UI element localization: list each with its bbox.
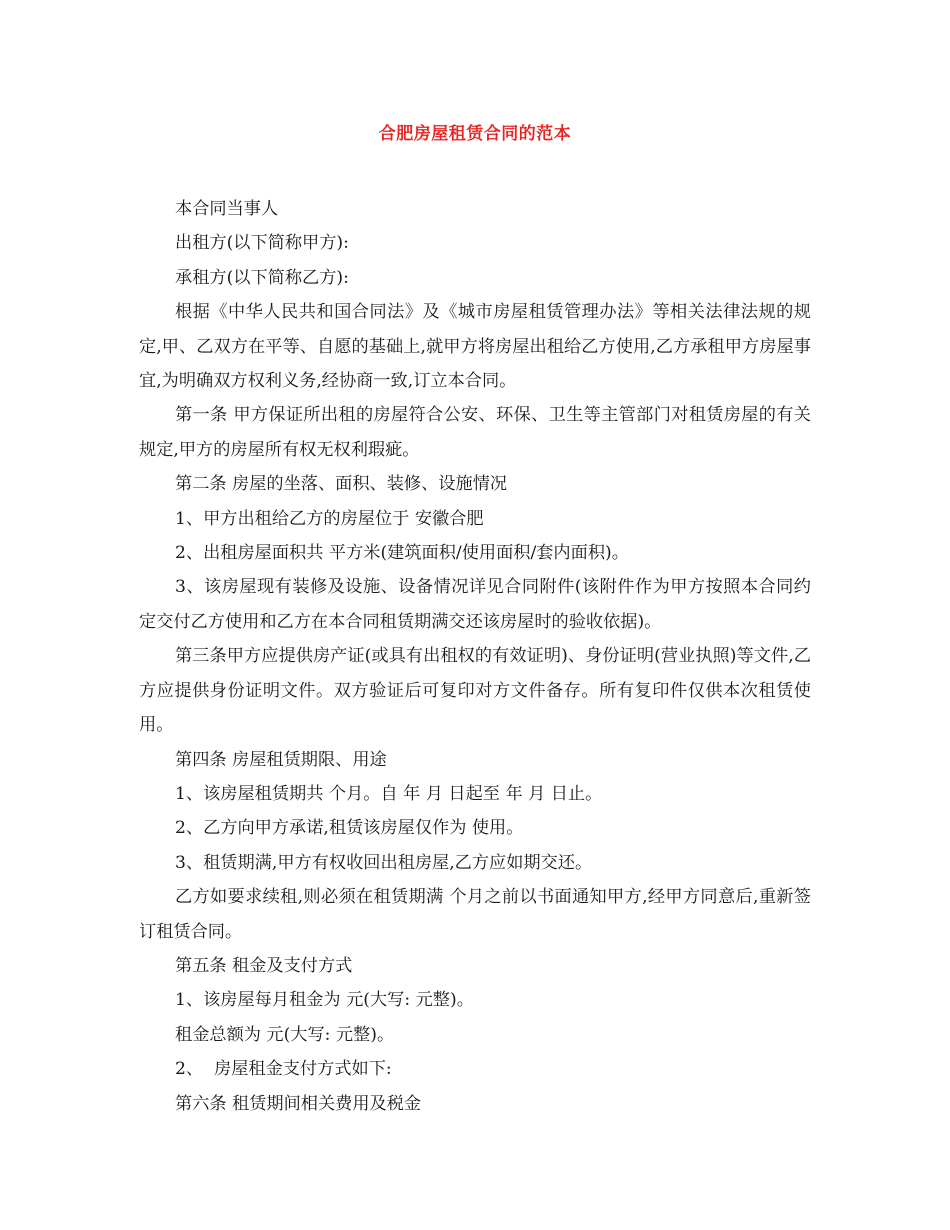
paragraph-article-5-heading: 第五条 租金及支付方式 xyxy=(175,955,353,976)
paragraph-article-6-heading: 第六条 租赁期间相关费用及税金 xyxy=(175,1093,422,1114)
paragraph-preamble: 根据《中华人民共和国合同法》及《城市房屋租赁管理办法》等相关法律法规的规定,甲、乙双方在平等、自愿的基础上,就甲方将房屋出租给乙方使用,乙方承租甲方房屋事宜,为明确双方权利义务,经协商一致,订立本合同。 xyxy=(139,302,811,392)
paragraph-article-5-item-2: 2、 房屋租金支付方式如下: xyxy=(175,1059,392,1080)
paragraph-article-5-item-1: 1、该房屋每月租金为 元(大写: 元整)。 xyxy=(175,990,474,1011)
document-body xyxy=(139,192,811,1121)
paragraph-lessee: 承租方(以下简称乙方): xyxy=(175,267,349,288)
paragraph-article-5-total: 租金总额为 元(大写: 元整)。 xyxy=(175,1024,395,1045)
paragraph-article-2-item-1: 1、甲方出租给乙方的房屋位于 安徽合肥 xyxy=(175,508,484,529)
paragraph-article-2-item-2: 2、出租房屋面积共 平方米(建筑面积/使用面积/套内面积)。 xyxy=(175,543,629,564)
paragraph-article-4-item-1: 1、该房屋租赁期共 个月。自 年 月 日起至 年 月 日止。 xyxy=(175,783,603,804)
paragraph-article-2-item-3: 3、该房屋现有装修及设施、设备情况详见合同附件(该附件作为甲方按照本合同约定交付乙方使用和乙方在本合同租赁期满交还该房屋时的验收依据)。 xyxy=(139,577,811,632)
document-title: 合肥房屋租赁合同的范本 xyxy=(378,124,572,144)
paragraph-article-4-heading: 第四条 房屋租赁期限、用途 xyxy=(175,749,387,770)
paragraph-parties-heading: 本合同当事人 xyxy=(175,199,279,219)
paragraph-article-1: 第一条 甲方保证所出租的房屋符合公安、环保、卫生等主管部门对租赁房屋的有关规定,甲方的房屋所有权无权利瑕疵。 xyxy=(139,405,811,460)
paragraph-article-4-item-3: 3、租赁期满,甲方有权收回出租房屋,乙方应如期交还。 xyxy=(175,852,593,873)
paragraph-article-4-item-2: 2、乙方向甲方承诺,租赁该房屋仅作为 使用。 xyxy=(175,818,524,839)
paragraph-article-4-renewal: 乙方如要求续租,则必须在租赁期满 个月之前以书面通知甲方,经甲方同意后,重新签订租赁合同。 xyxy=(139,887,811,942)
paragraph-article-2-heading: 第二条 房屋的坐落、面积、装修、设施情况 xyxy=(175,474,508,495)
paragraph-lessor: 出租方(以下简称甲方): xyxy=(175,233,349,254)
paragraph-article-3: 第三条甲方应提供房产证(或具有出租权的有效证明)、身份证明(营业执照)等文件,乙方应提供身份证明文件。双方验证后可复印对方文件备存。所有复印件仅供本次租赁使用。 xyxy=(139,646,811,736)
